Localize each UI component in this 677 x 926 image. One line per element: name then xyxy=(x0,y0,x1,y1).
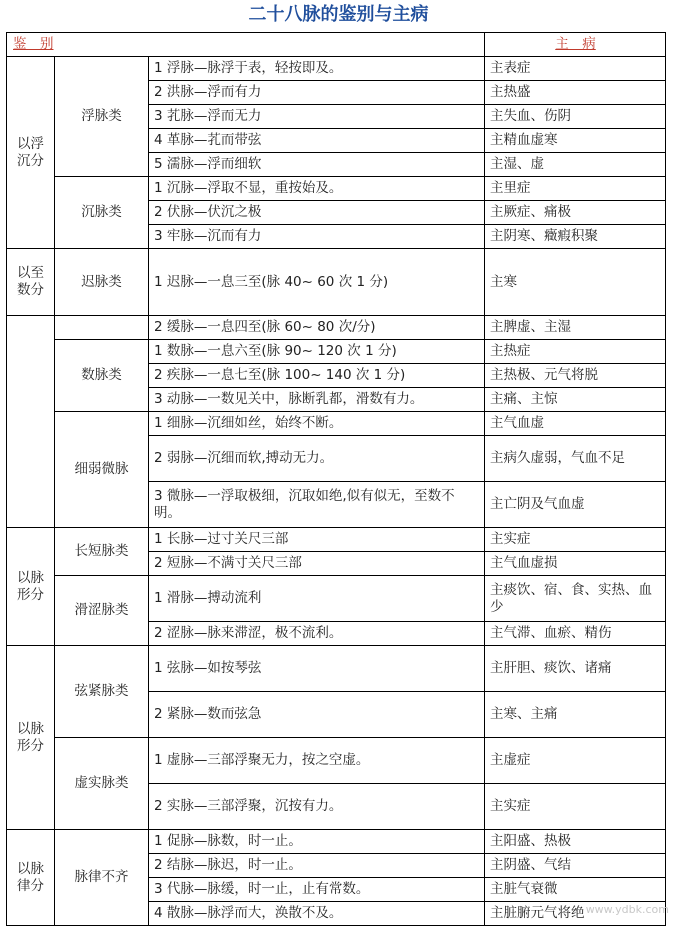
pulse-description-cell: 3 动脉—一数见关中，脉断乳都，滑数有力。 xyxy=(149,388,485,412)
main-disease-cell: 主失血、伤阴 xyxy=(485,105,666,129)
watermark: www.ydbk.com xyxy=(585,903,669,916)
pulse-description-cell: 2 疾脉—一息七至(脉 100~ 140 次 1 分) xyxy=(149,364,485,388)
table-row xyxy=(7,738,666,784)
page-title: 二十八脉的鉴别与主病 xyxy=(248,4,429,25)
table-row xyxy=(7,177,666,201)
main-disease-cell: 主脾虚、主湿 xyxy=(485,316,666,340)
main-disease-cell: 主阴盛、气结 xyxy=(485,854,666,878)
main-disease-cell: 主表症 xyxy=(485,57,666,81)
pulse-description-cell: 4 革脉—芤而带弦 xyxy=(149,129,485,153)
main-disease-cell: 主亡阴及气血虚 xyxy=(485,482,666,528)
pulse-description-cell: 2 洪脉—浮而有力 xyxy=(149,81,485,105)
group-cell: 长短脉类 xyxy=(55,528,149,576)
table-row xyxy=(7,412,666,436)
group-cell: 数脉类 xyxy=(55,340,149,412)
pulse-description-cell: 1 数脉—一息六至(脉 90~ 120 次 1 分) xyxy=(149,340,485,364)
main-disease-cell: 主虚症 xyxy=(485,738,666,784)
group-cell: 浮脉类 xyxy=(55,57,149,177)
main-disease-cell: 主湿、虚 xyxy=(485,153,666,177)
main-disease-cell: 主痰饮、宿、食、实热、血少 xyxy=(485,576,666,622)
table-row xyxy=(7,830,666,854)
pulse-description-cell: 2 缓脉—一息四至(脉 60~ 80 次/分) xyxy=(149,316,485,340)
table-header-row xyxy=(7,33,666,57)
group-cell xyxy=(55,316,149,340)
pulse-description-cell: 2 实脉—三部浮聚，沉按有力。 xyxy=(149,784,485,830)
main-disease-cell: 主阳盛、热极 xyxy=(485,830,666,854)
main-disease-cell: 主热盛 xyxy=(485,81,666,105)
main-disease-cell: 主病久虚弱，气血不足 xyxy=(485,436,666,482)
table-row xyxy=(7,576,666,622)
group-cell: 沉脉类 xyxy=(55,177,149,249)
pulse-description-cell: 1 浮脉—脉浮于表，轻按即及。 xyxy=(149,57,485,81)
main-disease-cell: 主气血虚 xyxy=(485,412,666,436)
pulse-description-cell: 3 芤脉—浮而无力 xyxy=(149,105,485,129)
pulse-description-cell: 2 弱脉—沉细而软,搏动无力。 xyxy=(149,436,485,482)
pulse-description-cell: 4 散脉—脉浮而大，涣散不及。 xyxy=(149,902,485,926)
header-identification: 鉴 别 xyxy=(7,33,485,57)
pulse-description-cell: 3 牢脉—沉而有力 xyxy=(149,225,485,249)
pulse-description-cell: 2 涩脉—脉来滞涩，极不流利。 xyxy=(149,622,485,646)
pulse-table xyxy=(6,32,666,926)
pulse-description-cell: 1 迟脉—一息三至(脉 40~ 60 次 1 分) xyxy=(149,249,485,316)
group-cell: 滑涩脉类 xyxy=(55,576,149,646)
main-disease-cell: 主脏腑元气将绝 xyxy=(485,902,666,926)
group-cell: 脉律不齐 xyxy=(55,830,149,926)
category-cell: 以浮沉分 xyxy=(7,57,55,249)
main-disease-cell: 主阴寒、癥瘕积聚 xyxy=(485,225,666,249)
main-disease-cell: 主气滞、血瘀、精伤 xyxy=(485,622,666,646)
main-disease-cell: 主热症 xyxy=(485,340,666,364)
main-disease-cell: 主实症 xyxy=(485,528,666,552)
group-cell: 细弱微脉 xyxy=(55,412,149,528)
main-disease-cell: 主寒、主痛 xyxy=(485,692,666,738)
pulse-description-cell: 3 微脉—一浮取极细，沉取如绝,似有似无，至数不明。 xyxy=(149,482,485,528)
pulse-description-cell: 1 促脉—脉数，时一止。 xyxy=(149,830,485,854)
header-main-disease: 主 病 xyxy=(485,33,666,57)
main-disease-cell: 主厥症、痛极 xyxy=(485,201,666,225)
pulse-description-cell: 5 濡脉—浮而细软 xyxy=(149,153,485,177)
main-disease-cell: 主脏气衰微 xyxy=(485,878,666,902)
group-cell: 迟脉类 xyxy=(55,249,149,316)
category-cell: 以脉形分 xyxy=(7,646,55,830)
pulse-description-cell: 1 虚脉—三部浮聚无力，按之空虚。 xyxy=(149,738,485,784)
table-row xyxy=(7,316,666,340)
pulse-description-cell: 1 弦脉—如按琴弦 xyxy=(149,646,485,692)
pulse-description-cell: 1 滑脉—搏动流利 xyxy=(149,576,485,622)
main-disease-cell: 主肝胆、痰饮、诸痛 xyxy=(485,646,666,692)
main-disease-cell: 主寒 xyxy=(485,249,666,316)
table-row xyxy=(7,249,666,316)
pulse-description-cell: 2 伏脉—伏沉之极 xyxy=(149,201,485,225)
table-row xyxy=(7,340,666,364)
main-disease-cell: 主里症 xyxy=(485,177,666,201)
pulse-description-cell: 2 短脉—不满寸关尺三部 xyxy=(149,552,485,576)
pulse-description-cell: 2 结脉—脉迟，时一止。 xyxy=(149,854,485,878)
table-row xyxy=(7,646,666,692)
main-disease-cell: 主实症 xyxy=(485,784,666,830)
pulse-description-cell: 2 紧脉—数而弦急 xyxy=(149,692,485,738)
table-row xyxy=(7,528,666,552)
group-cell: 弦紧脉类 xyxy=(55,646,149,738)
group-cell: 虚实脉类 xyxy=(55,738,149,830)
category-cell xyxy=(7,316,55,528)
pulse-description-cell: 3 代脉—脉缓，时一止，止有常数。 xyxy=(149,878,485,902)
category-cell: 以脉形分 xyxy=(7,528,55,646)
category-cell: 以脉律分 xyxy=(7,830,55,926)
main-disease-cell: 主热极、元气将脱 xyxy=(485,364,666,388)
pulse-description-cell: 1 细脉—沉细如丝，始终不断。 xyxy=(149,412,485,436)
pulse-description-cell: 1 沉脉—浮取不显，重按始及。 xyxy=(149,177,485,201)
table-row xyxy=(7,57,666,81)
pulse-description-cell: 1 长脉—过寸关尺三部 xyxy=(149,528,485,552)
category-cell: 以至数分 xyxy=(7,249,55,316)
main-disease-cell: 主气血虚损 xyxy=(485,552,666,576)
main-disease-cell: 主痛、主惊 xyxy=(485,388,666,412)
main-disease-cell: 主精血虚寒 xyxy=(485,129,666,153)
